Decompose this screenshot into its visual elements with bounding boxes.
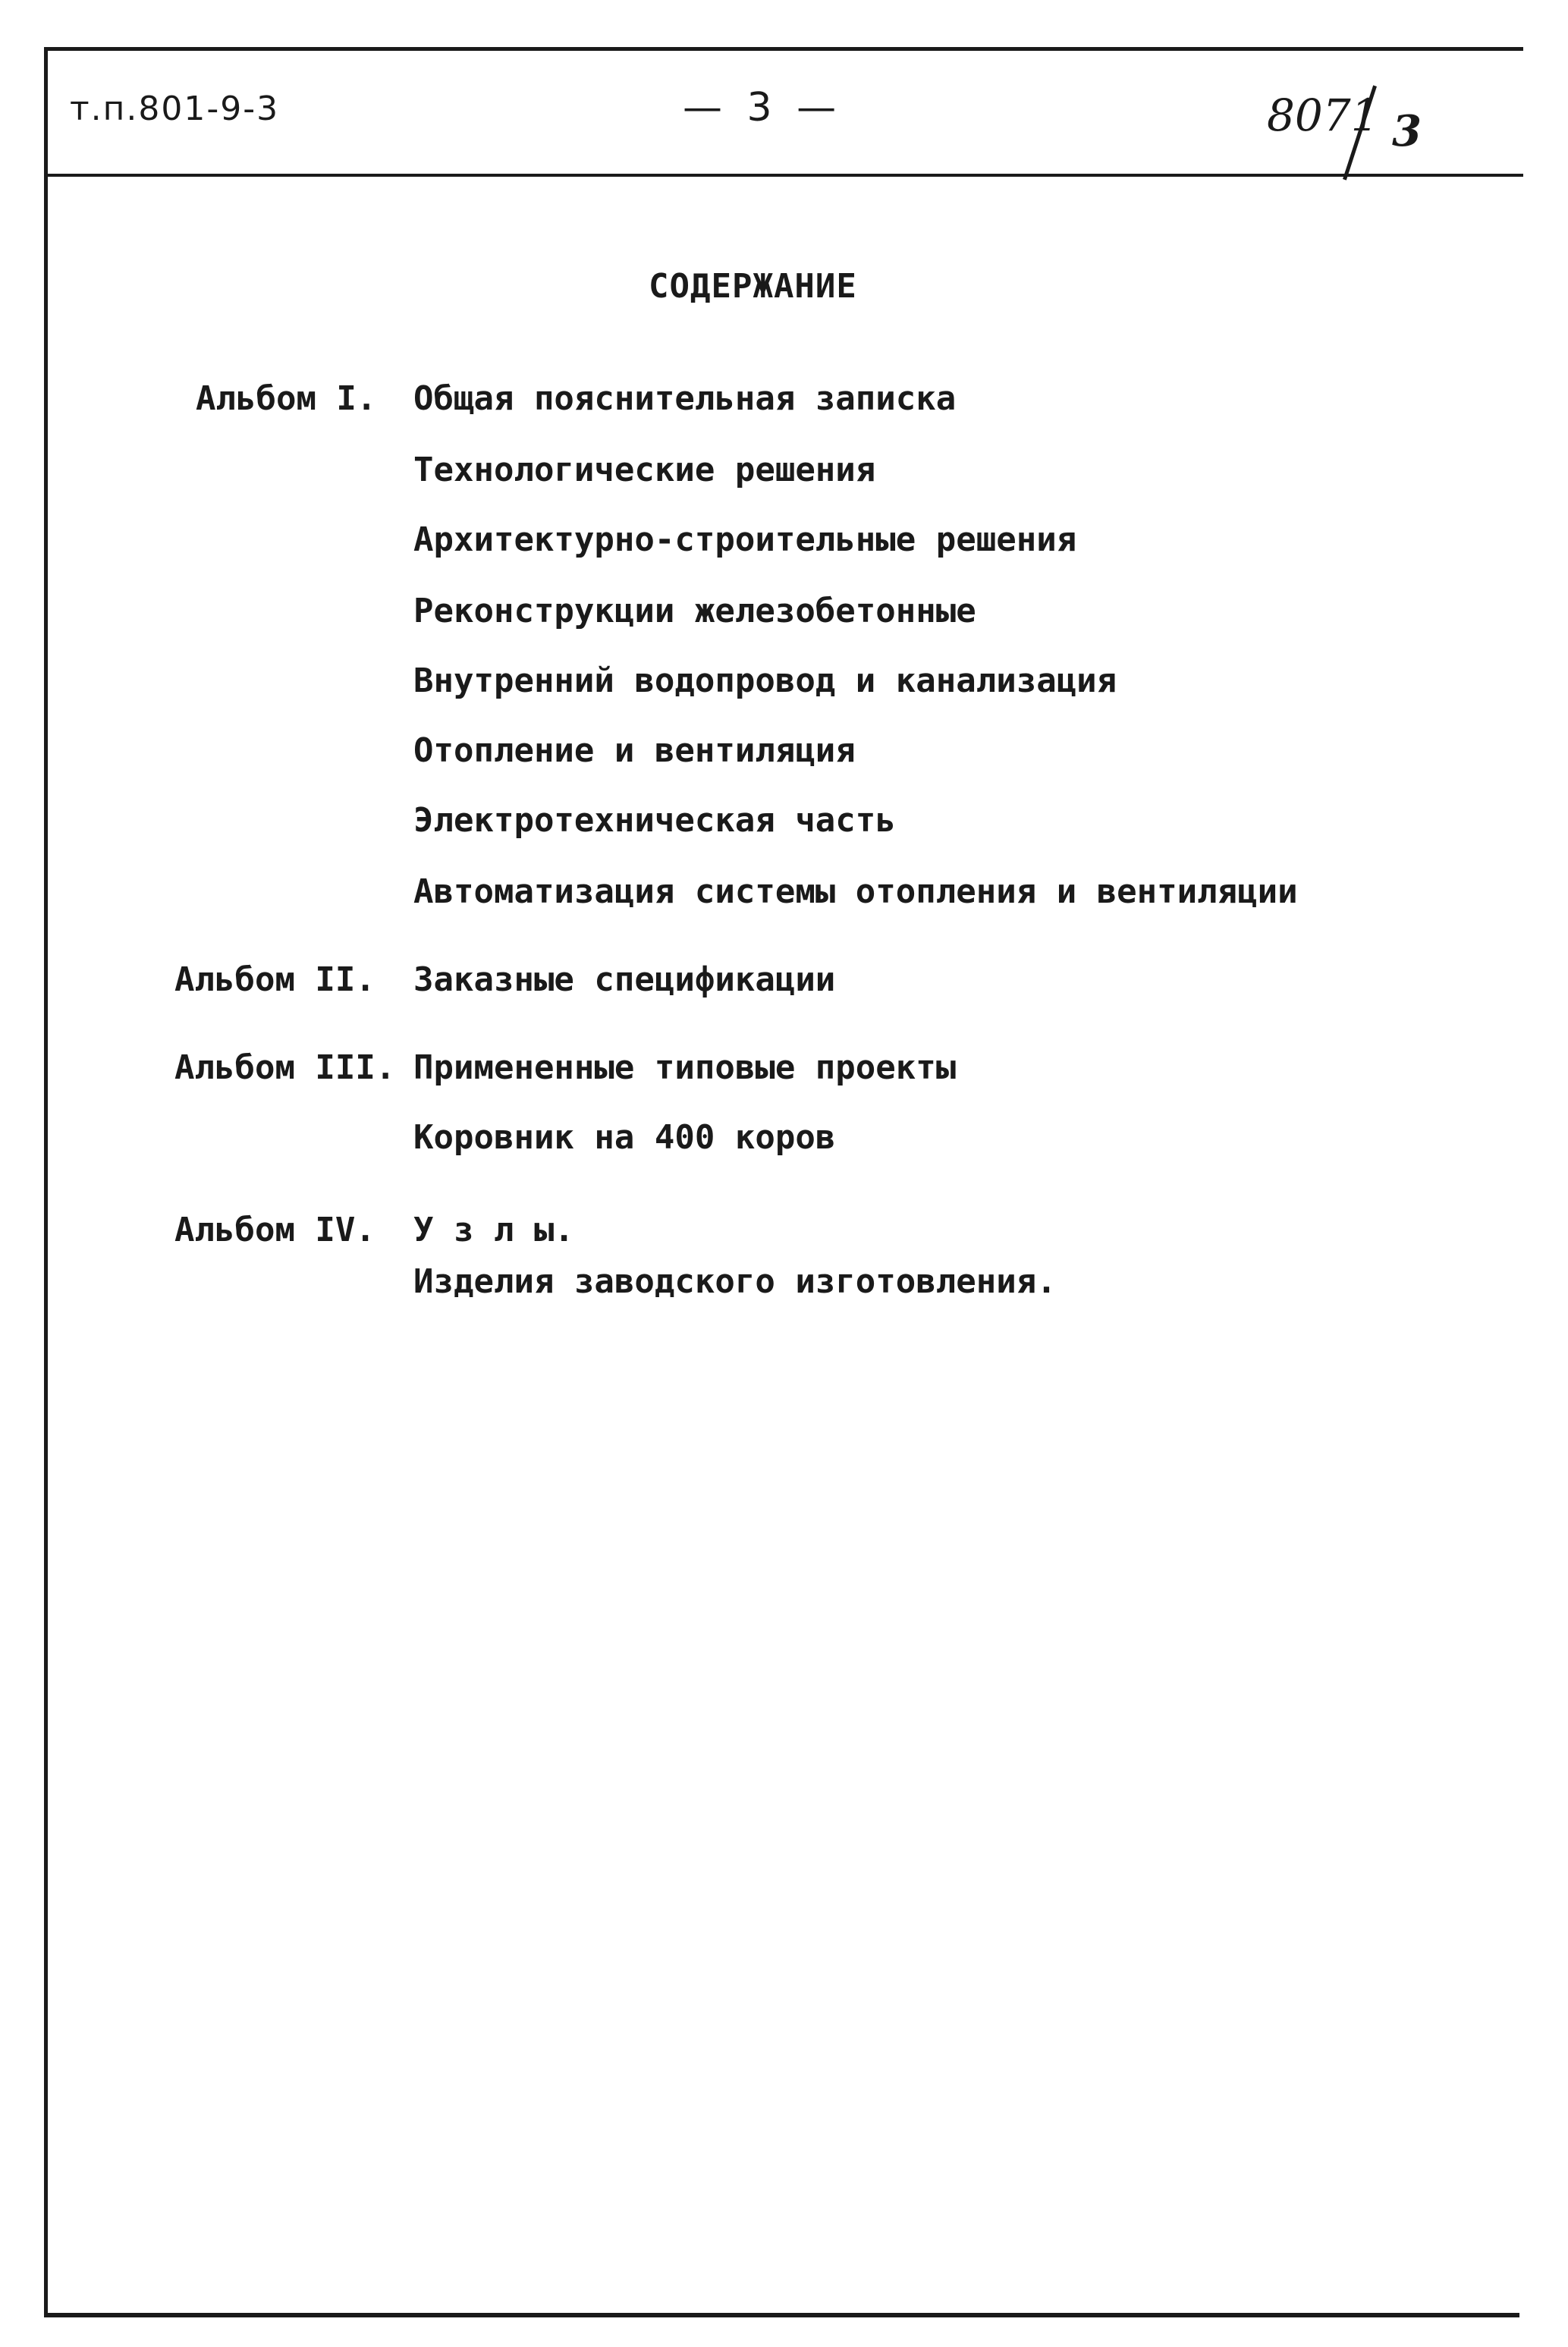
album-1-item: Автоматизация системы отопления и вентиляции bbox=[413, 872, 1298, 911]
album-3-item: Коровник на 400 коров bbox=[413, 1118, 836, 1157]
album-4-item: У з л ы. bbox=[413, 1211, 574, 1249]
sheet-number: 3 bbox=[1392, 106, 1422, 156]
frame-top-border bbox=[44, 47, 1523, 51]
album-3-label: Альбом III. bbox=[174, 1048, 396, 1087]
album-1-item: Внутренний водопровод и канализация bbox=[413, 661, 1117, 700]
document-number: 8071 bbox=[1267, 90, 1379, 141]
header-rule bbox=[48, 174, 1523, 177]
frame-bottom-border bbox=[44, 2313, 1519, 2317]
page-title: СОДЕРЖАНИЕ bbox=[649, 267, 857, 306]
album-1-label: Альбом I. bbox=[196, 379, 377, 418]
album-3-item: Примененные типовые проекты bbox=[413, 1048, 957, 1087]
frame-left-border bbox=[44, 47, 48, 2317]
album-4-item: Изделия заводского изготовления. bbox=[413, 1262, 1057, 1301]
album-2-item: Заказные спецификации bbox=[413, 960, 836, 999]
album-4-label: Альбом IV. bbox=[174, 1211, 376, 1249]
document-code: т.п.801-9-3 bbox=[70, 90, 280, 128]
album-1-item: Отопление и вентиляция bbox=[413, 731, 856, 770]
album-1-item: Электротехническая часть bbox=[413, 801, 896, 840]
album-1-item: Реконструкции железобетонные bbox=[413, 592, 976, 630]
album-1-item: Архитектурно-строительные решения bbox=[413, 520, 1077, 559]
page-number: — 3 — bbox=[683, 85, 843, 130]
album-2-label: Альбом II. bbox=[174, 960, 376, 999]
album-1-item: Технологические решения bbox=[413, 451, 876, 489]
album-1-item: Общая пояснительная записка bbox=[413, 379, 957, 418]
